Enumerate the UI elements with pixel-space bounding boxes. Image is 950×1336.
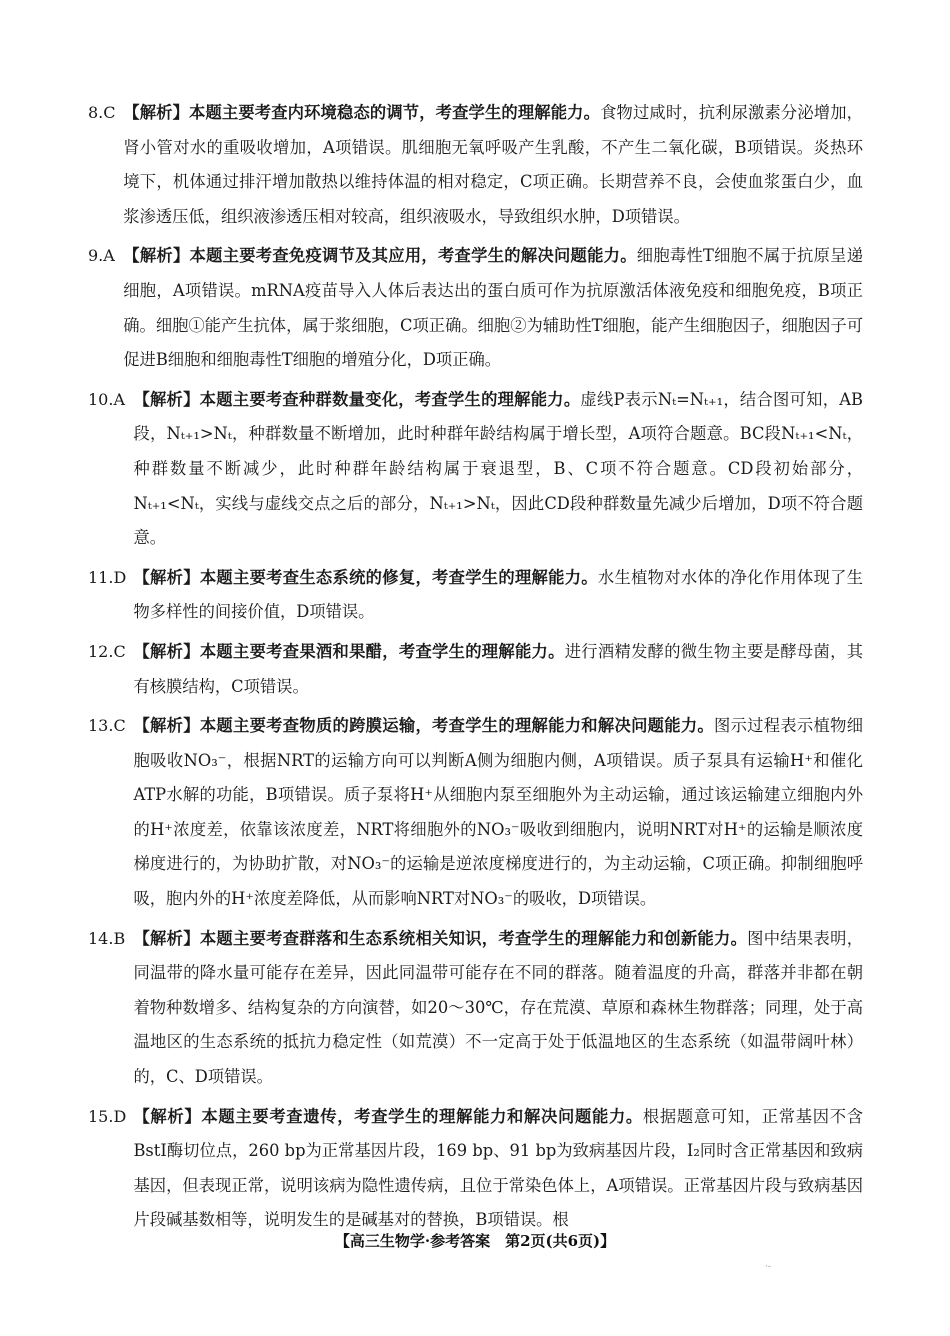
item-text: 食物过咸时，抗利尿激素分泌增加，肾小管对水的重吸收增加，A项错误。肌细胞无氧呼吸产生乳酸，不产生二氧化碳，B项错误。炎热环境下，机体通过排汗增加散热以维持体温的相对稳定，C项正确。长期营养不良，会使血浆蛋白少，血浆渗透压低，组织液渗透压相对较高，组织液吸水，导致组织水肿，D项错误。 [123, 103, 863, 226]
analysis-tag: 【解析】 [133, 1106, 202, 1126]
item-explanation [133, 561, 863, 630]
item-number: 11.D [88, 561, 133, 630]
answer-item-14 [88, 922, 863, 1095]
item-explanation [123, 96, 863, 234]
answer-letter: A [113, 389, 126, 409]
item-text: 虚线P表示Nₜ=Nₜ₊₁，结合图可知，AB段，Nₜ₊₁>Nₜ，种群数量不断增加，此时种群年龄结构属于增长型，A项符合题意。BC段Nₜ₊₁<Nₜ，种群数量不断减少，此时种群年龄结构属于衰退型，B、C项不符合题意。CD段初始部分，Nₜ₊₁<Nₜ，实线与虚线交点之后的部分，Nₜ₊₁>Nₜ，因此CD段种群数量先减少后增加，D项不符合题意。 [133, 389, 863, 548]
item-text: 根据题意可知，正常基因不含BstⅠ酶切位点，260 bp为正常基因片段，169 bp、91 bp为致病基因片段，Ⅰ₂同时含正常基因和致病基因，但表现正常，说明该病为隐性遗传病，且位于常染色体上，A项错误。正常基因片段与致病基因片段碱基数相等，说明发生的是碱基对的替换，B项错误。根 [133, 1106, 863, 1230]
answer-letter: D [113, 1106, 127, 1126]
item-number: 14.B [88, 922, 133, 1095]
item-intro: 本题主要考查生态系统的修复，考查学生的理解能力。 [199, 567, 598, 587]
item-explanation [133, 1100, 863, 1238]
analysis-tag: 【解析】 [133, 928, 200, 948]
analysis-tag: 【解析】 [123, 246, 190, 266]
answer-letter: C [113, 641, 126, 661]
item-intro: 本题主要考查遗传，考查学生的理解能力和解决问题能力。 [201, 1106, 643, 1126]
answer-letter: D [113, 567, 127, 587]
item-explanation [133, 709, 863, 917]
answer-item-9 [88, 239, 863, 377]
analysis-tag: 【解析】 [123, 103, 190, 122]
item-intro: 本题主要考查免疫调节及其应用，考查学生的解决问题能力。 [189, 246, 637, 266]
answer-list [88, 96, 863, 1243]
answer-letter: C [103, 103, 116, 122]
item-number: 12.C [88, 635, 133, 704]
item-number: 10.A [88, 383, 133, 556]
answer-letter: C [113, 716, 126, 736]
answer-item-10 [88, 383, 863, 556]
answer-item-8 [88, 96, 863, 234]
item-intro: 本题主要考查物质的跨膜运输，考查学生的理解能力和解决问题能力。 [199, 716, 714, 736]
answer-item-12 [88, 635, 863, 704]
item-text: 水生植物对水体的净化作用体现了生物多样性的间接价值，D项错误。 [133, 567, 863, 622]
corner-mark: ·- [765, 1262, 771, 1272]
answer-item-15 [88, 1100, 863, 1238]
item-explanation [123, 239, 863, 377]
item-number: 13.C [88, 709, 133, 917]
item-explanation [133, 383, 863, 556]
answer-item-11 [88, 561, 863, 630]
item-explanation [133, 922, 863, 1095]
item-text: 细胞毒性T细胞不属于抗原呈递细胞，A项错误。mRNA疫苗导入人体后表达出的蛋白质可作为抗原激活体液免疫和细胞免疫，B项正确。细胞①能产生抗体，属于浆细胞，C项正确。细胞②为辅助性T细胞，能产生细胞因子，细胞因子可促进B细胞和细胞毒性T细胞的增殖分化，D项正确。 [123, 246, 863, 370]
item-intro: 本题主要考查内环境稳态的调节，考查学生的理解能力。 [189, 103, 601, 122]
analysis-tag: 【解析】 [133, 716, 200, 736]
item-explanation [133, 635, 863, 704]
item-intro: 本题主要考查群落和生态系统相关知识，考查学生的理解能力和创新能力。 [199, 928, 748, 948]
item-intro: 本题主要考查果酒和果醋，考查学生的理解能力。 [199, 641, 565, 661]
item-number: 8.C [88, 96, 123, 234]
analysis-tag: 【解析】 [133, 641, 200, 661]
analysis-tag: 【解析】 [133, 389, 200, 409]
page-footer: 【高三生物学·参考答案 第2页(共6页)】 [334, 1232, 616, 1250]
answer-letter: B [113, 928, 126, 948]
item-number: 9.A [88, 239, 123, 377]
answer-letter: A [103, 246, 115, 266]
answer-item-13 [88, 709, 863, 917]
item-text: 图中结果表明，同温带的降水量可能存在差异，因此同温带可能存在不同的群落。随着温度的升高，群落并非都在朝着物种数增多、结构复杂的方向演替，如20～30℃，存在荒漠、草原和森林生物群落；同理，处于高温地区的生态系统的抵抗力稳定性（如荒漠）不一定高于处于低温地区的生态系统（如温带阔叶林）的，C、D项错误。 [133, 928, 863, 1087]
item-text: 进行酒精发酵的微生物主要是酵母菌，其有核膜结构，C项错误。 [133, 641, 863, 696]
analysis-tag: 【解析】 [133, 567, 200, 587]
item-number: 15.D [88, 1100, 133, 1238]
item-text: 图示过程表示植物细胞吸收NO₃⁻，根据NRT的运输方向可以判断A侧为细胞内侧，A项错误。质子泵具有运输H⁺和催化ATP水解的功能，B项错误。质子泵将H⁺从细胞内泵至细胞外为主动运输，通过该运输建立细胞内外的H⁺浓度差，依靠该浓度差，NRT将细胞外的NO₃⁻吸收到细胞内，说明NRT对H⁺的运输是顺浓度梯度进行的，为协助扩散，对NO₃⁻的运输是逆浓度梯度进行的，为主动运输，C项正确。抑制细胞呼吸，胞内外的H⁺浓度差降低，从而影响NRT对NO₃⁻的吸收，D项错误。 [133, 716, 863, 909]
item-intro: 本题主要考查种群数量变化，考查学生的理解能力。 [199, 389, 581, 409]
